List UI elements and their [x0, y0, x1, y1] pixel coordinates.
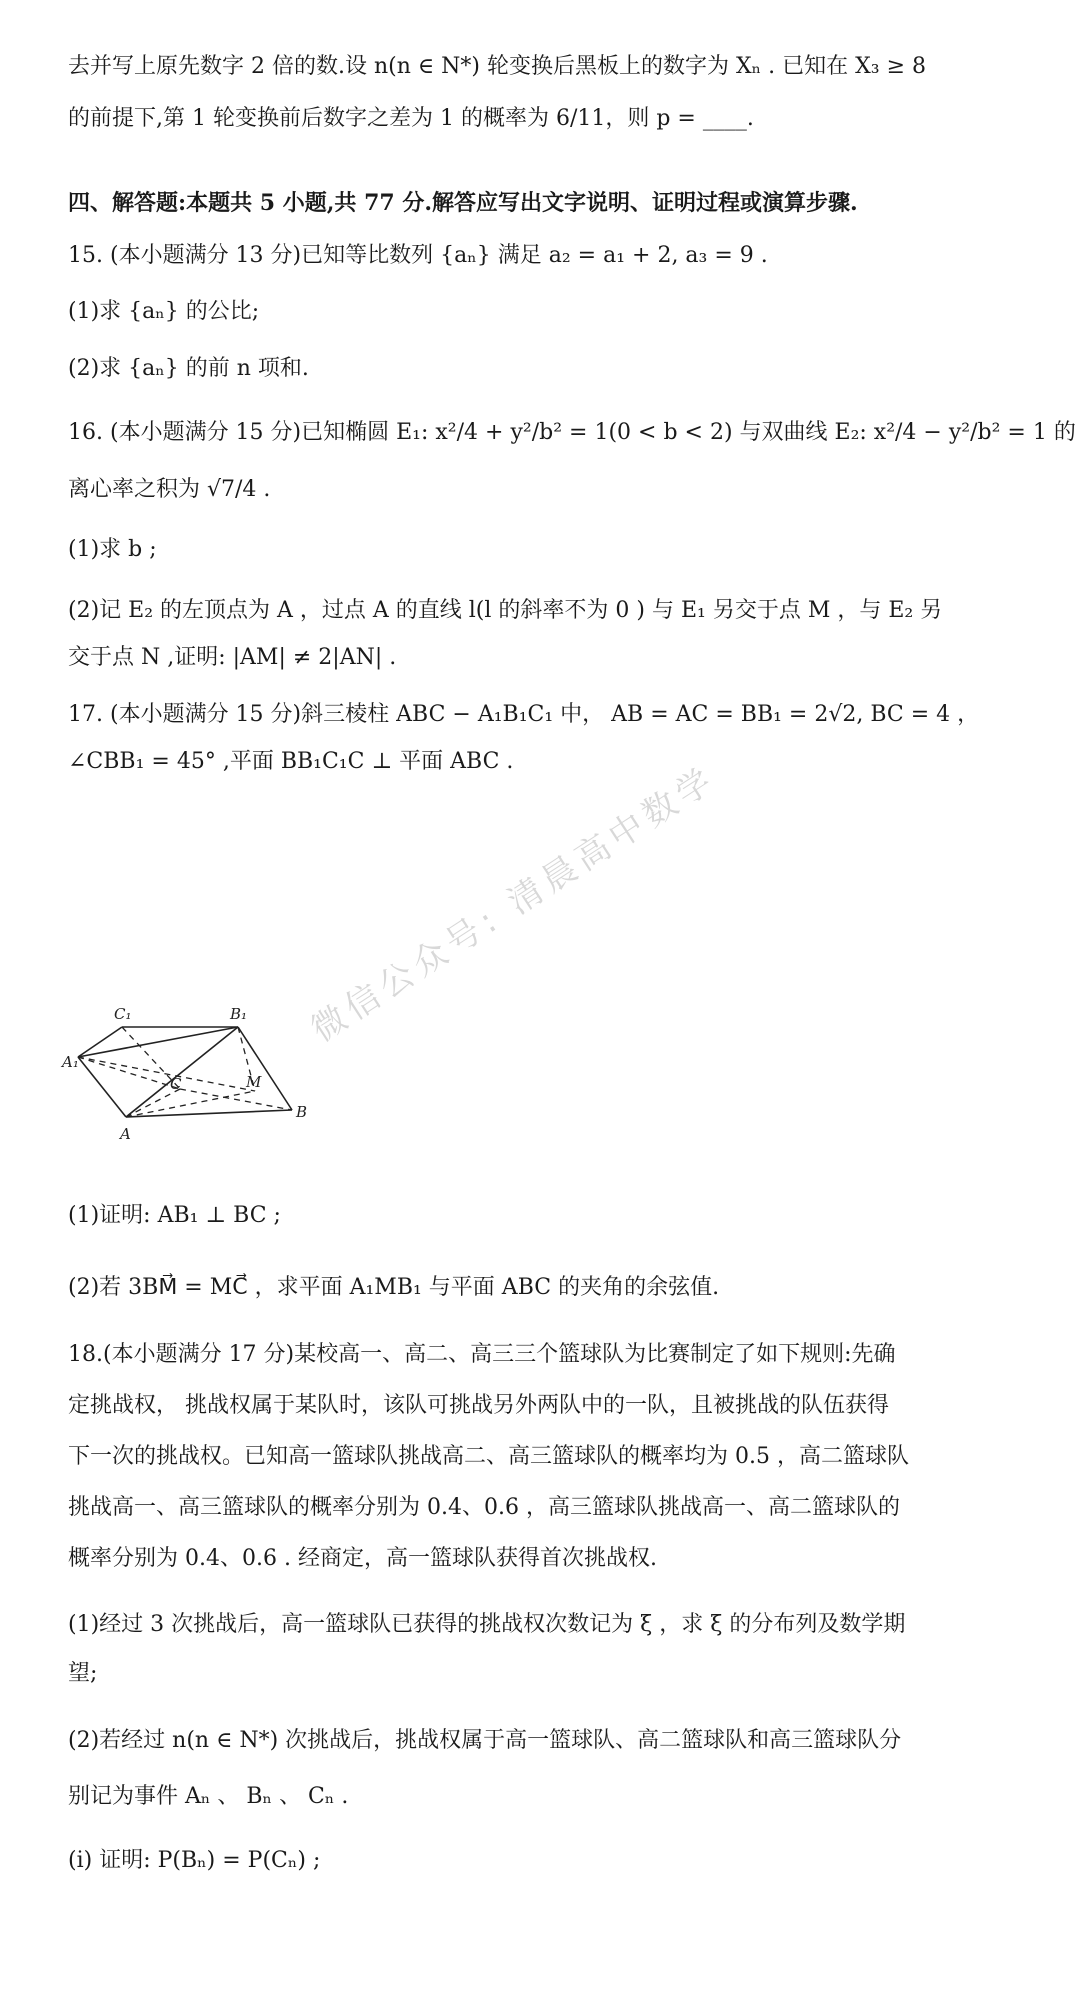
question-15-part-1: (1)求 {aₙ} 的公比;	[68, 299, 260, 324]
question-16-part-2-cont: 交于点 N ,证明: |AM| ≠ 2|AN| .	[68, 645, 397, 670]
question-16-part-2: (2)记 E₂ 的左顶点为 A ，过点 A 的直线 l(l 的斜率不为 0 ) 与 E₁ 另交于点 M ，与 E₂ 另	[68, 598, 943, 623]
question-18-stem-cont: 概率分别为 0.4、0.6 . 经商定，高一篮球队获得首次挑战权.	[68, 1546, 657, 1571]
question-16-stem: 16. (本小题满分 15 分)已知椭圆 E₁: x²/4 + y²/b² = 1(0 < b < 2) 与双曲线 E₂: x²/4 − y²/b² = 1 的	[68, 420, 1076, 445]
vertex-label-a: A	[120, 1125, 131, 1143]
question-17-part-2: (2)若 3BM⃗ = MC⃗ ，求平面 A₁MB₁ 与平面 ABC 的夹角的余弦值.	[68, 1275, 720, 1300]
question-16-part-1: (1)求 b ;	[68, 537, 157, 562]
vertex-label-a1: A₁	[62, 1053, 79, 1071]
vertex-label-c: C	[170, 1075, 182, 1093]
vertex-label-m: M	[246, 1073, 262, 1091]
question-15-part-2: (2)求 {aₙ} 的前 n 项和.	[68, 356, 309, 381]
question-18-stem-cont: 挑战高一、高三篮球队的概率分别为 0.4、0.6 ，高三篮球队挑战高一、高二篮球队的	[68, 1495, 900, 1520]
question-18-part-2-i: (i) 证明: P(Bₙ) = P(Cₙ) ;	[68, 1848, 321, 1873]
question-18-part-2: (2)若经过 n(n ∈ N*) 次挑战后，挑战权属于高一篮球队、高二篮球队和高三篮球队分	[68, 1728, 902, 1753]
question-18-part-1-cont: 望;	[68, 1661, 98, 1686]
question-18-part-2-cont: 别记为事件 Aₙ 、 Bₙ 、 Cₙ .	[68, 1784, 349, 1809]
question-16-stem-cont: 离心率之积为 √7/4 .	[68, 477, 271, 502]
watermark: 微信公众号: 清晨高中数学	[304, 758, 724, 1051]
question-18-part-1: (1)经过 3 次挑战后，高一篮球队已获得的挑战权次数记为 ξ ，求 ξ 的分布列及数学期	[68, 1612, 906, 1637]
vertex-label-b: B	[296, 1103, 308, 1121]
text-line: 的前提下,第 1 轮变换前后数字之差为 1 的概率为 6/11，则 p = ____.	[68, 106, 754, 131]
vertex-label-b1: B₁	[230, 1005, 248, 1023]
question-15-stem: 15. (本小题满分 13 分)已知等比数列 {aₙ} 满足 a₂ = a₁ + 2, a₃ = 9 .	[68, 243, 768, 268]
question-17-stem: 17. (本小题满分 15 分)斜三棱柱 ABC − A₁B₁C₁ 中， AB = AC = BB₁ = 2√2, BC = 4 ，	[68, 702, 980, 727]
vertex-label-c1: C₁	[114, 1005, 132, 1023]
question-17-stem-cont: ∠CBB₁ = 45° ,平面 BB₁C₁C ⊥ 平面 ABC .	[68, 749, 514, 774]
text-line: 去并写上原先数字 2 倍的数.设 n(n ∈ N*) 轮变换后黑板上的数字为 Xₙ . 已知在 X₃ ≥ 8	[68, 54, 927, 79]
question-18-stem: 18.(本小题满分 17 分)某校高一、高二、高三三个篮球队为比赛制定了如下规则:先确	[68, 1342, 896, 1367]
question-18-stem-cont: 定挑战权， 挑战权属于某队时，该队可挑战另外两队中的一队，且被挑战的队伍获得	[68, 1393, 889, 1418]
question-18-stem-cont: 下一次的挑战权。已知高一篮球队挑战高二、高三篮球队的概率均为 0.5 ，高二篮球队	[68, 1444, 909, 1469]
question-17-part-1: (1)证明: AB₁ ⊥ BC ;	[68, 1203, 281, 1228]
section-heading: 四、解答题:本题共 5 小题,共 77 分.解答应写出文字说明、证明过程或演算步骤.	[68, 190, 858, 216]
